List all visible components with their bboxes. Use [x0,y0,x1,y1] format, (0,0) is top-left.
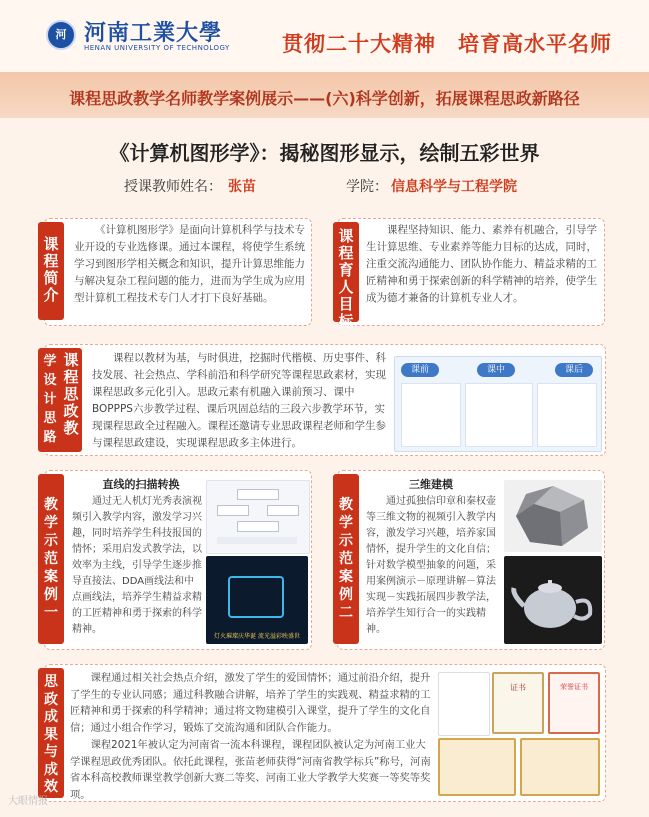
course-intro-tab [38,222,64,320]
stage-in-class: 课中 [477,363,515,377]
tab-text: 课程 [43,235,59,270]
tab-text: 示 [339,533,353,549]
tab-text: 教 [63,419,79,437]
course-goal-text: 课程坚持知识、能力、素养有机融合，引导学生计算思维、专业素养等能力目标的达成，同时，注重交流沟通能力、团队协作能力、精益求精的工匠精神和勇于探索创新的科学精神的培养，使学生成为德才兼备的计算机专业人才。 [366,224,597,304]
university-name-en: HENAN UNIVERSITY OF TECHNOLOGY [84,44,230,52]
tab-text: 路 [43,430,57,445]
tab-text: 例 [44,587,58,603]
tab-text: 课程 [63,351,79,386]
tab-text: 与 [44,744,58,760]
tab-text: 思政 [63,385,79,420]
tab-text: 政 [44,691,58,708]
flow-block [537,383,597,447]
flow-block [465,383,533,447]
teacher-name: 张苗 [228,179,256,195]
stage-before-class: 课前 [401,363,439,377]
certificate-image [492,672,544,734]
drone-light-show-image [206,556,308,644]
university-seal-icon: 河 [46,20,76,50]
drone-image-caption: 灯火璀璨庆华诞 流光溢彩映盛世 [214,633,300,640]
tab-text: 一 [44,605,58,621]
polyhedron-model-image [504,480,602,552]
certificate-landscape-2 [520,738,600,796]
tab-text: 思 [43,411,57,426]
page-title: 《计算机图形学》：揭秘图形显示，绘制五彩世界 [109,141,540,165]
course-intro-text: 《计算机图形学》是面向计算机科学与技术专业开设的专业选修课。通过本课程，将使学生系统学习到图形学相关概念和知识，提升计算思维能力与解决复杂工程问题的能力，进而为学生成为应用型计算机工程技术专门人才打下良好基础。 [74,224,305,304]
tab-text: 简介 [43,269,59,304]
tab-text: 教 [44,497,58,513]
tab-text: 学 [43,354,57,369]
tab-text: 案 [339,569,353,585]
tab-text: 成 [44,761,58,778]
stage-after-class: 课后 [555,363,593,377]
course-goal-tab [333,222,359,330]
tab-text: 例 [339,587,353,603]
tab-text: 效 [44,779,58,795]
honor-certificate-image [548,672,600,734]
results-tab [38,668,64,798]
tab-text: 育人 [338,261,354,296]
case1-subtitle: 直线的扫描转换 [102,478,180,491]
case1-text: 通过无人机灯光秀表演视频引入教学内容，激发学习兴趣，同时培养学生科技报国的情怀；采用启发式教学法，以效率为主线，引导学生逐步推导直接法、DDA画线法和中点画线法，培养学生精益求精的工匠精神和勇于探索的科学精神。 [72,496,202,635]
honor-certificate-title: 荣誉证书 [560,683,588,691]
teaching-flow-diagram [394,356,602,452]
watermark: 大眼情报 [8,796,48,807]
tab-text: 课程 [338,227,354,262]
college-label: 学院： [346,179,388,195]
tab-text: 思 [44,674,58,690]
award-table-image [438,672,490,736]
tab-text: 目标 [338,295,354,330]
teapot-model-image [504,556,602,644]
tab-text: 学 [44,515,58,531]
results-text-1: 课程通过相关社会热点介绍，激发了学生的爱国情怀；通过前沿介绍，提升了学生的专业认同感；通过科教融合讲解，培养了学生的实践观、精益求精的工匠精神和勇于探索的科学精神；通过将文物建模引入课堂，提升了学生的文化自信；通过小组合作学习，锻炼了交流沟通和团队合作能力。 [70,672,431,734]
university-name-cn: 河南工業大學 [84,20,223,46]
design-tab [38,348,82,452]
slogan: 贯彻二十大精神 培育高水平名师 [282,32,612,56]
case1-tab [38,474,64,644]
tab-text: 教 [339,497,353,513]
college-name: 信息科学与工程学院 [391,179,517,195]
polyhedron-icon [504,480,602,552]
banner-title: 课程思政教学名师教学案例展示——(六)科学创新，拓展课程思政新路径 [69,89,580,108]
tab-text: 成 [44,709,58,725]
tab-text: 学 [339,515,353,531]
certificate-landscape-1 [438,738,516,796]
design-text: 课程以教材为基，与时俱进，挖掘时代楷模、历史事件、科技发展、社会热点、学科前沿和科学研究等课程思政素材，实现课程思政多元化引入。思政元素有机融入课前预习、课中BOPPPS六步教学过程、课后巩固总结的三段六步教学环节，实现课程思政全过程融入。课程还邀请专业思政课程老师和学生参与课程思政建设，实现课程思政多主体进行。 [92,352,386,449]
case2-text: 通过孤独信印章和秦权壶等三维文物的视频引入教学内容，激发学习兴趣，培养家国情怀，提升学生的文化自信；针对数学模型抽象的问题，采用案例演示－原理讲解－算法实现－实践拓展四步教学法，培养学生知行合一的实践精神。 [366,496,496,635]
tab-text: 示 [44,533,58,549]
line-algorithm-diagram [206,480,310,554]
tab-text: 计 [43,392,57,407]
teacher-label: 授课教师姓名： [124,179,222,195]
teapot-icon [504,556,602,644]
tab-text: 二 [339,605,353,621]
case2-subtitle: 三维建模 [409,478,453,491]
results-text-2: 课程2021年被认定为河南省一流本科课程，课程团队被认定为河南工业大学课程思政优秀团队。依托此课程，张苗老师获得“河南省教学标兵”称号，河南省本科高校教师课堂教学创新大赛二等奖、河南工业大学教学大奖赛一等奖等奖项。 [70,739,431,801]
tab-text: 范 [44,551,58,567]
certificate-title: 证书 [510,683,526,692]
flow-block [401,383,461,447]
tab-text: 案 [44,569,58,585]
case2-tab [333,474,359,644]
tab-text: 范 [339,551,353,567]
tab-text: 设 [43,373,57,388]
tab-text: 果 [44,726,58,743]
